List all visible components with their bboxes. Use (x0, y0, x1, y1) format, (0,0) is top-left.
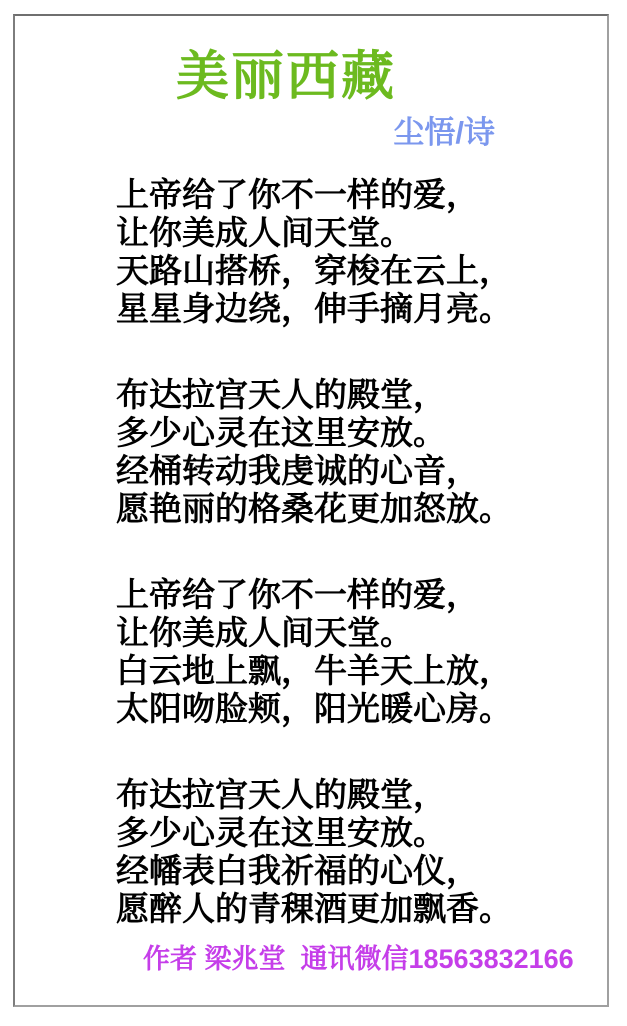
poster-frame (13, 14, 609, 1007)
author-contact-line: 作者 梁兆堂 通讯微信18563832166 (143, 944, 574, 974)
poem-line: 经桶转动我虔诚的心音， (116, 452, 479, 489)
poem-line: 太阳吻脸颊，阳光暖心房。 (116, 690, 512, 727)
poem-line: 白云地上飘，牛羊天上放， (116, 652, 512, 689)
poem-title: 美丽西藏 (176, 47, 396, 106)
poem-line: 愿艳丽的格桑花更加怒放。 (116, 490, 512, 527)
poem-stanza-3 (116, 576, 607, 728)
poem-line: 上帝给了你不一样的爱， (116, 576, 479, 613)
poem-line: 多少心灵在这里安放。 (116, 814, 446, 851)
poem-stanza-4 (116, 776, 607, 928)
poem-line: 多少心灵在这里安放。 (116, 414, 446, 451)
poem-stanza-2 (116, 376, 607, 528)
poem-line: 让你美成人间天堂。 (116, 614, 413, 651)
poem-line: 愿醉人的青稞酒更加飘香。 (116, 890, 512, 927)
poem-line: 布达拉宫天人的殿堂， (116, 776, 446, 813)
poem-line: 上帝给了你不一样的爱， (116, 176, 479, 213)
poem-line: 经幡表白我祈福的心仪， (116, 852, 479, 889)
poem-line: 天路山搭桥，穿梭在云上， (116, 252, 512, 289)
poem-stanza-1 (116, 176, 607, 328)
poem-line: 布达拉宫天人的殿堂， (116, 376, 446, 413)
poem-body (15, 176, 607, 928)
poem-line: 星星身边绕，伸手摘月亮。 (116, 290, 512, 327)
poem-byline: 尘悟/诗 (393, 115, 495, 150)
poem-line: 让你美成人间天堂。 (116, 214, 413, 251)
